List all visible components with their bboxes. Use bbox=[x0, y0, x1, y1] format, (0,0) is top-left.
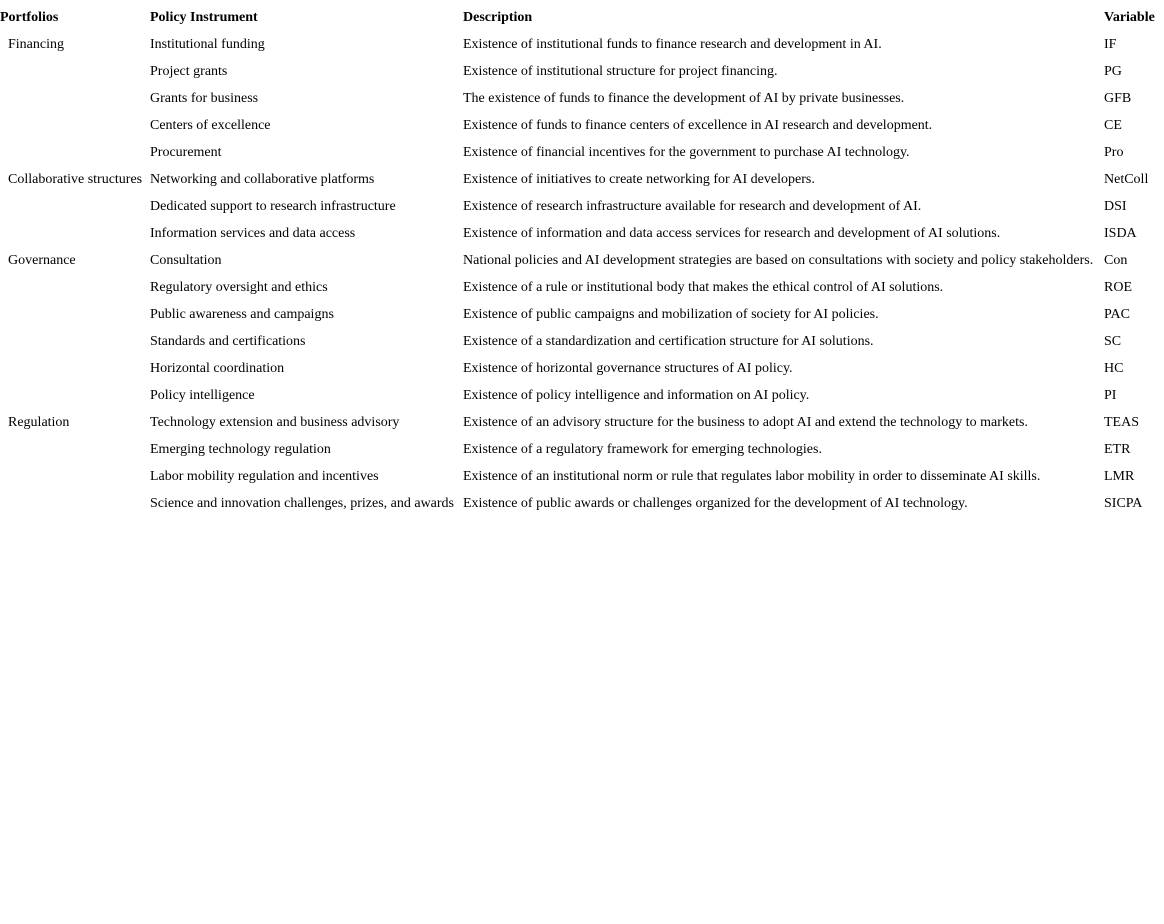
variable-cell: GFB bbox=[1104, 90, 1132, 106]
variable-cell: ISDA bbox=[1104, 225, 1137, 241]
table-row bbox=[0, 85, 1164, 112]
variable-cell: LMR bbox=[1104, 468, 1135, 484]
policy-instruments-table bbox=[0, 4, 1164, 517]
description-cell: Existence of research infrastructure available for research and development of AI. bbox=[463, 198, 922, 214]
table-row bbox=[0, 490, 1164, 517]
portfolio-cell bbox=[0, 301, 150, 328]
portfolio-cell bbox=[0, 274, 150, 301]
portfolio-cell bbox=[0, 328, 150, 355]
instrument-cell: Grants for business bbox=[150, 90, 259, 106]
portfolio-cell bbox=[0, 436, 150, 463]
description-cell: Existence of an institutional norm or rule that regulates labor mobility in order to disseminate AI skills. bbox=[463, 468, 1041, 484]
table-row bbox=[0, 31, 1164, 58]
instrument-cell: Institutional funding bbox=[150, 36, 265, 52]
portfolio-cell: Financing bbox=[8, 36, 64, 52]
table-row bbox=[0, 382, 1164, 409]
table-row bbox=[0, 112, 1164, 139]
table-body bbox=[0, 31, 1164, 517]
description-cell: Existence of public awards or challenges organized for the development of AI technology. bbox=[463, 495, 968, 511]
instrument-cell: Project grants bbox=[150, 63, 228, 79]
variable-cell: PAC bbox=[1104, 306, 1130, 322]
description-cell: Existence of financial incentives for the government to purchase AI technology. bbox=[463, 144, 910, 160]
description-cell: Existence of funds to finance centers of excellence in AI research and development. bbox=[463, 117, 933, 133]
variable-cell: ETR bbox=[1104, 441, 1131, 457]
table-row bbox=[0, 409, 1164, 436]
header-description: Description bbox=[463, 9, 533, 25]
variable-cell: ROE bbox=[1104, 279, 1132, 295]
variable-cell: PI bbox=[1104, 387, 1117, 403]
variable-cell: PG bbox=[1104, 63, 1122, 79]
variable-cell: SC bbox=[1104, 333, 1122, 349]
instrument-cell: Procurement bbox=[150, 144, 222, 160]
table-row bbox=[0, 220, 1164, 247]
description-cell: Existence of information and data access services for research and development of AI solutions. bbox=[463, 225, 1001, 241]
instrument-cell: Labor mobility regulation and incentives bbox=[150, 468, 379, 484]
table-row bbox=[0, 463, 1164, 490]
description-cell: The existence of funds to finance the development of AI by private businesses. bbox=[463, 90, 905, 106]
table-row bbox=[0, 274, 1164, 301]
description-cell: Existence of institutional structure for project financing. bbox=[463, 63, 778, 79]
variable-cell: CE bbox=[1104, 117, 1122, 133]
instrument-cell: Dedicated support to research infrastructure bbox=[150, 198, 396, 214]
portfolio-cell bbox=[0, 382, 150, 409]
instrument-cell: Standards and certifications bbox=[150, 333, 306, 349]
description-cell: Existence of an advisory structure for the business to adopt AI and extend the technology to markets. bbox=[463, 414, 1028, 430]
table-row bbox=[0, 301, 1164, 328]
instrument-cell: Networking and collaborative platforms bbox=[150, 171, 375, 187]
header-portfolios: Portfolios bbox=[0, 9, 59, 25]
variable-cell: HC bbox=[1104, 360, 1124, 376]
instrument-cell: Centers of excellence bbox=[150, 117, 271, 133]
description-cell: Existence of a regulatory framework for emerging technologies. bbox=[463, 441, 822, 457]
table-row bbox=[0, 328, 1164, 355]
table-row bbox=[0, 193, 1164, 220]
variable-cell: IF bbox=[1104, 36, 1117, 52]
portfolio-cell bbox=[0, 139, 150, 166]
portfolio-cell: Regulation bbox=[8, 414, 70, 430]
variable-cell: NetColl bbox=[1104, 171, 1149, 187]
instrument-cell: Information services and data access bbox=[150, 225, 356, 241]
portfolio-cell bbox=[0, 355, 150, 382]
variable-cell: Pro bbox=[1104, 144, 1124, 160]
instrument-cell: Science and innovation challenges, prizes, and awards bbox=[150, 495, 455, 511]
table-row bbox=[0, 247, 1164, 274]
table-row bbox=[0, 355, 1164, 382]
description-cell: Existence of a rule or institutional body that makes the ethical control of AI solutions. bbox=[463, 279, 944, 295]
instrument-cell: Horizontal coordination bbox=[150, 360, 285, 376]
description-cell: Existence of horizontal governance structures of AI policy. bbox=[463, 360, 793, 376]
header-variable: Variable bbox=[1104, 9, 1155, 25]
table-row bbox=[0, 58, 1164, 85]
portfolio-cell bbox=[0, 463, 150, 490]
table-row bbox=[0, 139, 1164, 166]
variable-cell: Con bbox=[1104, 252, 1128, 268]
header-policy-instrument: Policy Instrument bbox=[150, 9, 258, 25]
portfolio-cell bbox=[0, 58, 150, 85]
variable-cell: TEAS bbox=[1104, 414, 1139, 430]
description-cell: Existence of a standardization and certification structure for AI solutions. bbox=[463, 333, 874, 349]
description-cell: Existence of public campaigns and mobilization of society for AI policies. bbox=[463, 306, 879, 322]
table-row bbox=[0, 166, 1164, 193]
instrument-cell: Policy intelligence bbox=[150, 387, 255, 403]
description-cell: Existence of policy intelligence and information on AI policy. bbox=[463, 387, 810, 403]
table-row bbox=[0, 436, 1164, 463]
portfolio-cell bbox=[0, 490, 150, 517]
portfolio-cell bbox=[0, 112, 150, 139]
instrument-cell: Technology extension and business advisory bbox=[150, 414, 400, 430]
table-header-row bbox=[0, 4, 1164, 31]
portfolio-cell bbox=[0, 193, 150, 220]
variable-cell: SICPA bbox=[1104, 495, 1143, 511]
portfolio-cell bbox=[0, 85, 150, 112]
portfolio-cell: Collaborative structures bbox=[8, 171, 143, 187]
description-cell: Existence of initiatives to create networking for AI developers. bbox=[463, 171, 815, 187]
instrument-cell: Public awareness and campaigns bbox=[150, 306, 334, 322]
instrument-cell: Emerging technology regulation bbox=[150, 441, 331, 457]
variable-cell: DSI bbox=[1104, 198, 1127, 214]
instrument-cell: Consultation bbox=[150, 252, 222, 268]
description-cell: National policies and AI development strategies are based on consultations with society and policy stakeholders. bbox=[463, 252, 1094, 268]
instrument-cell: Regulatory oversight and ethics bbox=[150, 279, 328, 295]
description-cell: Existence of institutional funds to finance research and development in AI. bbox=[463, 36, 882, 52]
portfolio-cell: Governance bbox=[8, 252, 76, 268]
portfolio-cell bbox=[0, 220, 150, 247]
